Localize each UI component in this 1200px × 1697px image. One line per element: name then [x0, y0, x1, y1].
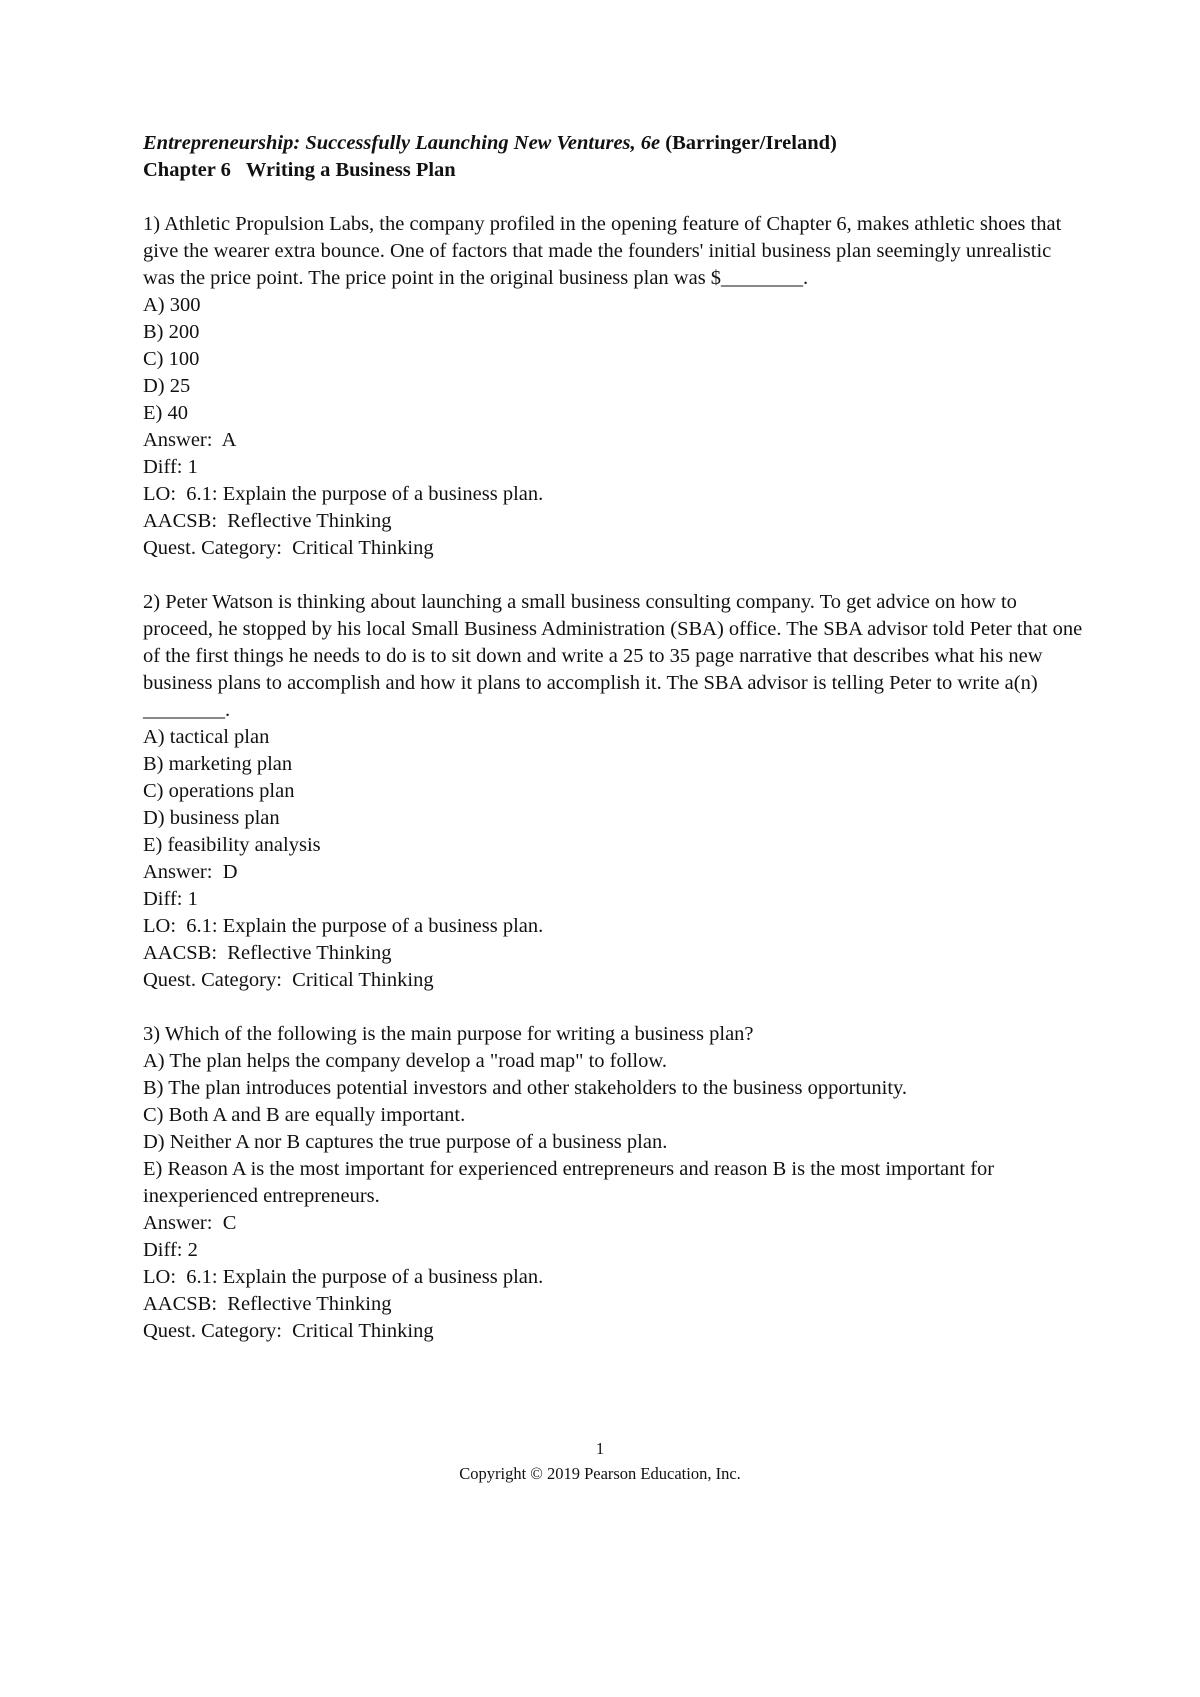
answer-key: Answer: D [143, 861, 238, 883]
difficulty: Diff: 1 [143, 456, 198, 478]
question-3 [143, 1021, 1083, 1345]
question-2 [143, 589, 1083, 994]
answer-option: E) 40 [143, 402, 188, 424]
answer-option: B) marketing plan [143, 753, 293, 775]
question-1 [143, 211, 1083, 562]
answer-option: D) 25 [143, 375, 191, 397]
document-page [143, 130, 1083, 1345]
question-stem: 2) Peter Watson is thinking about launching a small business consulting company. To get advice on how to proceed, he stopped by his local Small Business Administration (SBA) office. The SBA advisor told Peter that one of the first things he needs to do is to sit down and write a 25 to 35 page narrative that describes what his new business plans to accomplish and how it plans to accomplish it. The SBA advisor is telling Peter to write a(n) ________. [143, 591, 1083, 721]
difficulty: Diff: 2 [143, 1239, 198, 1261]
answer-key: Answer: A [143, 429, 237, 451]
aacsb-tag: AACSB: Reflective Thinking [143, 1293, 392, 1315]
learning-objective: LO: 6.1: Explain the purpose of a business plan. [143, 1266, 544, 1288]
answer-option: B) The plan introduces potential investors and other stakeholders to the business opportunity. [143, 1077, 908, 1099]
page-number: 1 [595, 1439, 605, 1458]
book-authors: (Barringer/Ireland) [665, 132, 837, 154]
difficulty: Diff: 1 [143, 888, 198, 910]
answer-key: Answer: C [143, 1212, 237, 1234]
question-stem: 3) Which of the following is the main purpose for writing a business plan? [143, 1023, 754, 1045]
answer-option: C) 100 [143, 348, 200, 370]
question-category: Quest. Category: Critical Thinking [143, 1320, 434, 1342]
copyright-notice: Copyright © 2019 Pearson Education, Inc. [459, 1464, 741, 1483]
aacsb-tag: AACSB: Reflective Thinking [143, 942, 392, 964]
answer-option: A) The plan helps the company develop a "road map" to follow. [143, 1050, 667, 1072]
learning-objective: LO: 6.1: Explain the purpose of a business plan. [143, 915, 544, 937]
learning-objective: LO: 6.1: Explain the purpose of a business plan. [143, 483, 544, 505]
answer-option: E) feasibility analysis [143, 834, 321, 856]
answer-option: D) business plan [143, 807, 280, 829]
answer-option: B) 200 [143, 321, 200, 343]
answer-option: D) Neither A nor B captures the true purpose of a business plan. [143, 1131, 668, 1153]
answer-option: A) tactical plan [143, 726, 270, 748]
aacsb-tag: AACSB: Reflective Thinking [143, 510, 392, 532]
question-stem: 1) Athletic Propulsion Labs, the company profiled in the opening feature of Chapter 6, makes athletic shoes that give the wearer extra bounce. One of factors that made the founders' initial business plan seemingly unrealistic was the price point. The price point in the original business plan was $________. [143, 213, 1062, 289]
answer-option: C) operations plan [143, 780, 295, 802]
chapter-heading: Chapter 6 Writing a Business Plan [143, 159, 456, 181]
book-title: Entrepreneurship: Successfully Launching New Ventures, 6e [143, 132, 661, 154]
answer-option: A) 300 [143, 294, 201, 316]
question-category: Quest. Category: Critical Thinking [143, 969, 434, 991]
answer-option: C) Both A and B are equally important. [143, 1104, 466, 1126]
answer-option: E) Reason A is the most important for experienced entrepreneurs and reason B is the most important for inexperienced entrepreneurs. [143, 1158, 995, 1207]
question-category: Quest. Category: Critical Thinking [143, 537, 434, 559]
book-title-line [143, 130, 1083, 157]
